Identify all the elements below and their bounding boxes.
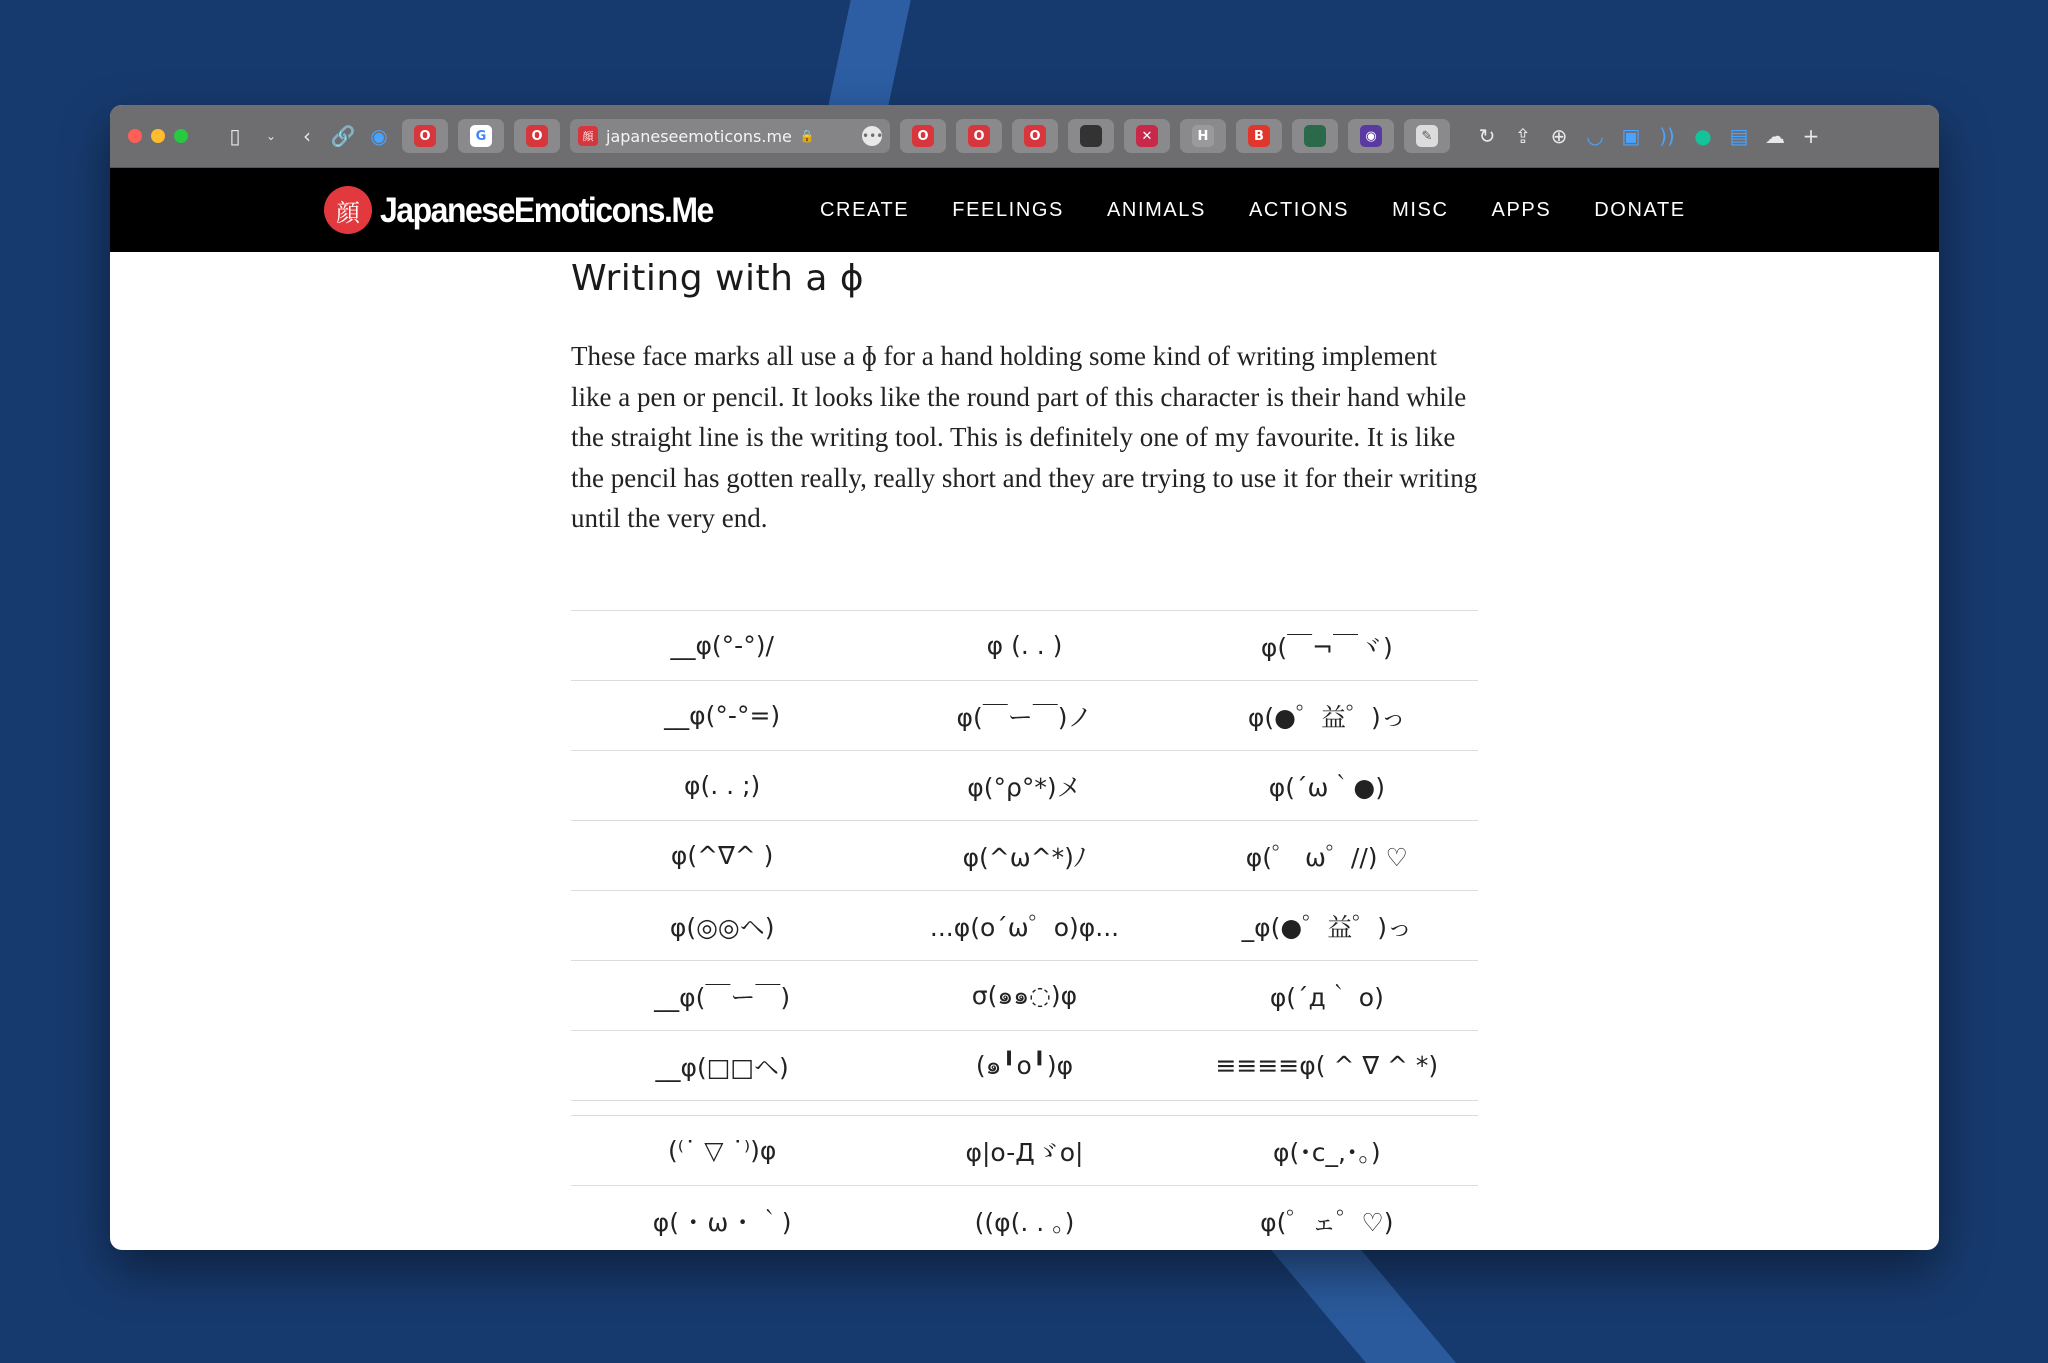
pinned-tab[interactable] bbox=[1124, 119, 1170, 153]
emoticon-cell[interactable]: (๑╹o╹)φ bbox=[873, 1031, 1175, 1101]
site-logo[interactable] bbox=[324, 186, 820, 234]
emoticon-table bbox=[571, 610, 1478, 1250]
page-title: Writing with a ɸ bbox=[571, 258, 865, 299]
grammarly-icon[interactable]: ● bbox=[1694, 124, 1712, 148]
main-content bbox=[110, 252, 1939, 539]
table-divider bbox=[571, 1101, 1478, 1116]
opera-icon: O bbox=[968, 125, 990, 147]
nav-donate[interactable]: DONATE bbox=[1594, 198, 1686, 221]
photo-icon bbox=[1304, 125, 1326, 147]
emoticon-cell[interactable]: φ(･c_,･。) bbox=[1176, 1116, 1478, 1186]
pinned-tab[interactable] bbox=[514, 119, 560, 153]
airdrop-icon[interactable]: ◉ bbox=[370, 124, 388, 148]
google-icon: G bbox=[470, 125, 492, 147]
window-controls bbox=[128, 129, 188, 143]
back-icon[interactable]: ‹ bbox=[303, 124, 311, 148]
emoticon-cell[interactable]: φ(´д｀ o) bbox=[1176, 961, 1478, 1031]
chat-icon: ✎ bbox=[1416, 125, 1438, 147]
table-row bbox=[571, 821, 1478, 891]
zoom-window-button[interactable] bbox=[174, 129, 188, 143]
b-icon: B bbox=[1248, 125, 1270, 147]
pocket-icon[interactable]: ◡ bbox=[1586, 124, 1604, 148]
nav-misc[interactable]: MISC bbox=[1392, 198, 1449, 221]
close-window-button[interactable] bbox=[128, 129, 142, 143]
emoticon-cell[interactable]: φ(. . ;) bbox=[571, 751, 873, 821]
pinned-tab[interactable] bbox=[1236, 119, 1282, 153]
emoticon-cell[interactable]: φ(◎◎ヘ) bbox=[571, 891, 873, 961]
emoticon-cell[interactable]: __φ(°-°)/ bbox=[571, 611, 873, 681]
emoticon-cell[interactable]: φ(●゜益゜)っ bbox=[1176, 681, 1478, 751]
pinned-tab[interactable] bbox=[1348, 119, 1394, 153]
nav-actions[interactable]: ACTIONS bbox=[1248, 198, 1350, 221]
bookmark-icon[interactable]: ▣ bbox=[1621, 124, 1641, 148]
sidebar-icon[interactable]: ▯ bbox=[229, 124, 241, 148]
emoticon-cell[interactable]: φ (. . ) bbox=[873, 611, 1175, 681]
table-row bbox=[571, 961, 1478, 1031]
emoticon-cell[interactable]: φ|o-Дゞo| bbox=[873, 1116, 1175, 1186]
pinned-tab[interactable] bbox=[1404, 119, 1450, 153]
emoticon-cell[interactable]: ≡≡≡≡φ( ^ ∇ ^ *) bbox=[1176, 1031, 1478, 1101]
emoticon-cell[interactable]: φ(´ω｀●) bbox=[1176, 751, 1478, 821]
pinned-tab[interactable] bbox=[1012, 119, 1058, 153]
table-row bbox=[571, 611, 1478, 681]
background-stripe bbox=[1263, 1240, 1487, 1363]
emoticon-cell[interactable]: _φ(●゜益゜)っ bbox=[1176, 891, 1478, 961]
minimize-window-button[interactable] bbox=[151, 129, 165, 143]
chevron-down-icon[interactable]: ⌄ bbox=[265, 129, 277, 143]
emoticon-cell[interactable]: ...φ(o´ω゜o)φ... bbox=[873, 891, 1175, 961]
new-tab-icon[interactable]: + bbox=[1802, 124, 1820, 148]
lock-icon: 🔒 bbox=[799, 129, 815, 143]
emoticon-cell[interactable]: φ(^ω^*)ﾉ bbox=[873, 821, 1175, 891]
opera-icon: O bbox=[414, 125, 436, 147]
url-text: japaneseemoticons.me bbox=[606, 126, 792, 146]
notes-icon[interactable]: ▤ bbox=[1729, 124, 1749, 148]
emoticon-cell[interactable]: φ(^∇^ ) bbox=[571, 821, 873, 891]
opera-icon: O bbox=[526, 125, 548, 147]
h-icon: H bbox=[1192, 125, 1214, 147]
eye-icon: ◉ bbox=[1360, 125, 1382, 147]
more-icon[interactable]: ••• bbox=[862, 126, 882, 146]
emoticon-cell[interactable]: ((φ(. . 。) bbox=[873, 1186, 1175, 1251]
emoticon-cell[interactable]: (⁽˙ ▽ ˙⁾)φ bbox=[571, 1116, 873, 1186]
emoticon-cell[interactable]: σ(๑๑◌)φ bbox=[873, 961, 1175, 1031]
pinned-tab[interactable] bbox=[1292, 119, 1338, 153]
apple-icon bbox=[1080, 125, 1102, 147]
nav-create[interactable]: CREATE bbox=[820, 198, 910, 221]
emoticon-cell[interactable]: __φ(□□ヘ) bbox=[571, 1031, 873, 1101]
nav-apps[interactable]: APPS bbox=[1491, 198, 1552, 221]
pinned-tab[interactable] bbox=[458, 119, 504, 153]
emoticon-cell[interactable]: φ( ･ ω ･ ｀) bbox=[571, 1186, 873, 1251]
table-row bbox=[571, 751, 1478, 821]
emoticon-cell[interactable]: __φ(°-°=) bbox=[571, 681, 873, 751]
link-icon[interactable]: 🔗 bbox=[330, 124, 356, 148]
emoticon-cell[interactable]: φ(゜ ω゜//) ♡ bbox=[1176, 821, 1478, 891]
site-favicon: 顔 bbox=[578, 126, 598, 146]
pinned-tab[interactable] bbox=[1068, 119, 1114, 153]
app-icon: ✕ bbox=[1136, 125, 1158, 147]
pinned-tab[interactable] bbox=[1180, 119, 1226, 153]
emoticon-cell[interactable]: φ(￣¬￣ヾ) bbox=[1176, 611, 1478, 681]
table-row bbox=[571, 1031, 1478, 1101]
reload-icon[interactable]: ↻ bbox=[1478, 124, 1496, 148]
logo-mark: 顔 bbox=[324, 186, 372, 234]
rss-icon[interactable]: )) bbox=[1659, 124, 1675, 148]
share-icon[interactable]: ⇪ bbox=[1514, 124, 1532, 148]
cloud-icon[interactable]: ☁ bbox=[1765, 124, 1785, 148]
emoticon-cell[interactable]: __φ(￣ー￣) bbox=[571, 961, 873, 1031]
pinned-tab[interactable] bbox=[900, 119, 946, 153]
browser-window bbox=[110, 105, 1939, 1250]
table-row bbox=[571, 681, 1478, 751]
emoticon-cell[interactable]: φ(゜ェ゜♡) bbox=[1176, 1186, 1478, 1251]
opera-icon: O bbox=[1024, 125, 1046, 147]
pinned-tab[interactable] bbox=[402, 119, 448, 153]
main-nav bbox=[820, 199, 1729, 222]
browser-toolbar bbox=[110, 105, 1939, 168]
logo-text: JapaneseEmoticons.Me bbox=[380, 189, 713, 230]
table-row bbox=[571, 1186, 1478, 1251]
download-icon[interactable]: ⊕ bbox=[1550, 124, 1568, 148]
table-row bbox=[571, 891, 1478, 961]
emoticon-cell[interactable]: φ(°ρ°*)メ bbox=[873, 751, 1175, 821]
table-row bbox=[571, 1116, 1478, 1186]
address-bar[interactable] bbox=[570, 119, 890, 153]
emoticon-cell[interactable]: φ(￣ー￣)ノ bbox=[873, 681, 1175, 751]
pinned-tab[interactable] bbox=[956, 119, 1002, 153]
nav-feelings[interactable]: FEELINGS bbox=[952, 198, 1064, 221]
opera-icon: O bbox=[912, 125, 934, 147]
site-header bbox=[110, 168, 1939, 252]
intro-paragraph: These face marks all use a ɸ for a hand holding some kind of writing implement like a pen or pencil. It looks like the round part of this character is their hand while the straight line is the writing tool. This is definitely one of my favourite. It is like the pencil has gotten really, really short and they are trying to use it for their writing until the very end. bbox=[571, 341, 1478, 533]
nav-animals[interactable]: ANIMALS bbox=[1106, 198, 1206, 221]
